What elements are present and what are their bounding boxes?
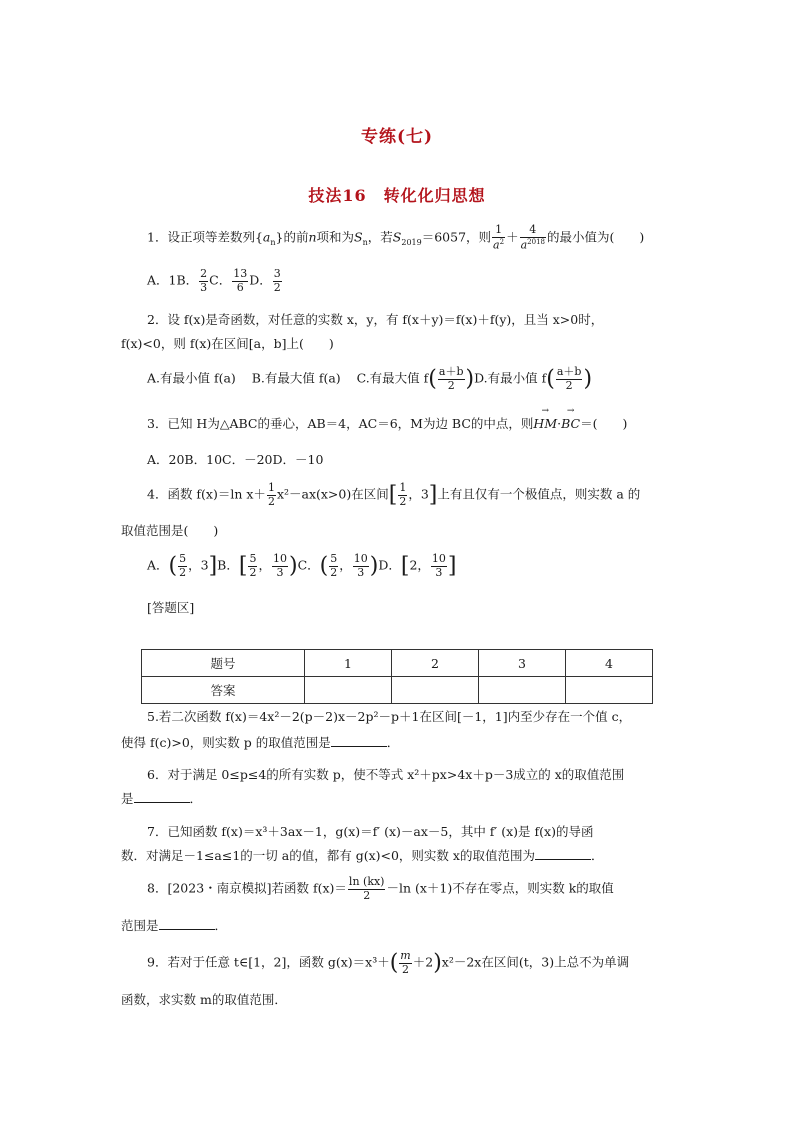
answer-table-header-row (142, 650, 653, 677)
question-2-options: A.有最小值 f(a) B.有最大值 f(a) C.有最大值 f( $\frac{a+b}{2}$ )D.有最小值 f( $\frac{a+b}{2}$ ) (147, 365, 593, 392)
question-5-line-2: 使得 f(c)>0，则实数 p 的取值范围是 ． (121, 735, 400, 750)
answer-input-3[interactable] (479, 677, 566, 704)
answer-table-cell: 3 (479, 650, 566, 677)
answer-table-cell: 答案 (142, 677, 305, 704)
question-4-line-2: 取值范围是( ) (121, 523, 219, 538)
question-3-options: A．20B．10C．－20D．－10 (147, 452, 324, 467)
question-1-options: A．1B． $\frac{2}{3}$ C． $\frac{13}{6}$ D． $\frac{3}{2}$ (147, 267, 281, 294)
question-4-stem: 4．函数 f(x)＝ln x＋ $\frac{1}{2}$ x²－ax(x>0)在区间[ $\frac{1}{2}$ ，3]上有且仅有一个极值点，则实数 a 的 (147, 481, 641, 508)
question-6-line-2: 是 ． (121, 791, 203, 806)
answer-table-cell: 4 (566, 650, 653, 677)
question-6-line-1: 6．对于满足 0≤p≤4的所有实数 p，使不等式 x²＋px>4x＋p－3成立的 x的取值范围 (147, 767, 625, 782)
answer-blank[interactable] (159, 917, 215, 930)
answer-blank[interactable] (331, 734, 387, 747)
answer-input-1[interactable] (305, 677, 392, 704)
question-1-stem: 1．设正项等差数列$\{a_n\}$的前n项和为$S_n$，若$S_{2019}=6057$，则 $\frac{1}{a^2}$ ＋ $\frac{4}{a^{2018}}$ 的最小值为( ) (147, 223, 645, 252)
question-7-line-1: 7．已知函数 f(x)＝x³＋3ax－1，g(x)＝f′ (x)－ax－5，其中 f′ (x)是 f(x)的导函 (147, 824, 594, 839)
answer-table-cell: 1 (305, 650, 392, 677)
question-7-line-2: 数．对满足－1≤a≤1的一切 a的值，都有 g(x)<0，则实数 x的取值范围为 ． (121, 848, 604, 863)
question-2-line-2: f(x)<0，则 f(x)在区间[a，b]上( ) (121, 336, 334, 351)
question-3-stem: 3．已知 H为△ABC的垂心，AB＝4，AC＝6，M为边 BC的中点，则→ HM·→ BC＝( ) (147, 414, 627, 432)
answer-table-cell: 题号 (142, 650, 305, 677)
section-subtitle: 技法16 转化化归思想 (308, 186, 486, 205)
question-8-line-2: 范围是 ． (121, 918, 228, 933)
answer-input-2[interactable] (392, 677, 479, 704)
answer-table (141, 649, 653, 704)
answer-table-answer-row (142, 677, 653, 704)
answer-area-label: [答题区] (147, 600, 195, 615)
question-2-line-1: 2．设 f(x)是奇函数，对任意的实数 x，y，有 f(x＋y)＝f(x)＋f(y)，且当 x>0时， (147, 312, 604, 327)
question-9-line-1: 9．若对于任意 t∈[1，2]，函数 g(x)＝x³＋( $\frac{m}{2}$ ＋2)x²－2x在区间(t，3)上总不为单调 (147, 949, 630, 976)
answer-blank[interactable] (535, 847, 591, 860)
answer-input-4[interactable] (566, 677, 653, 704)
question-9-line-2: 函数，求实数 m的取值范围． (121, 992, 287, 1007)
answer-table-cell: 2 (392, 650, 479, 677)
page-title: 专练(七) (360, 127, 434, 147)
question-4-options: A．( $\frac{5}{2}$ ，3]B．[ $\frac{5}{2}$ ， $\frac{10}{3}$ )C．( $\frac{5}{2}$ ， $\frac{10}{3}$ )D．[2， $\frac{10}{3}$ ] (147, 552, 457, 579)
question-5-line-1: 5.若二次函数 f(x)＝4x²－2(p－2)x－2p²－p＋1在区间[－1，1]内至少存在一个值 c， (147, 709, 632, 724)
question-8-line-1: 8．[2023・南京模拟]若函数 f(x)＝ $\frac{\ln (kx)}{2}$ －ln (x＋1)不存在零点，则实数 k的取值 (147, 875, 614, 902)
answer-blank[interactable] (134, 790, 190, 803)
